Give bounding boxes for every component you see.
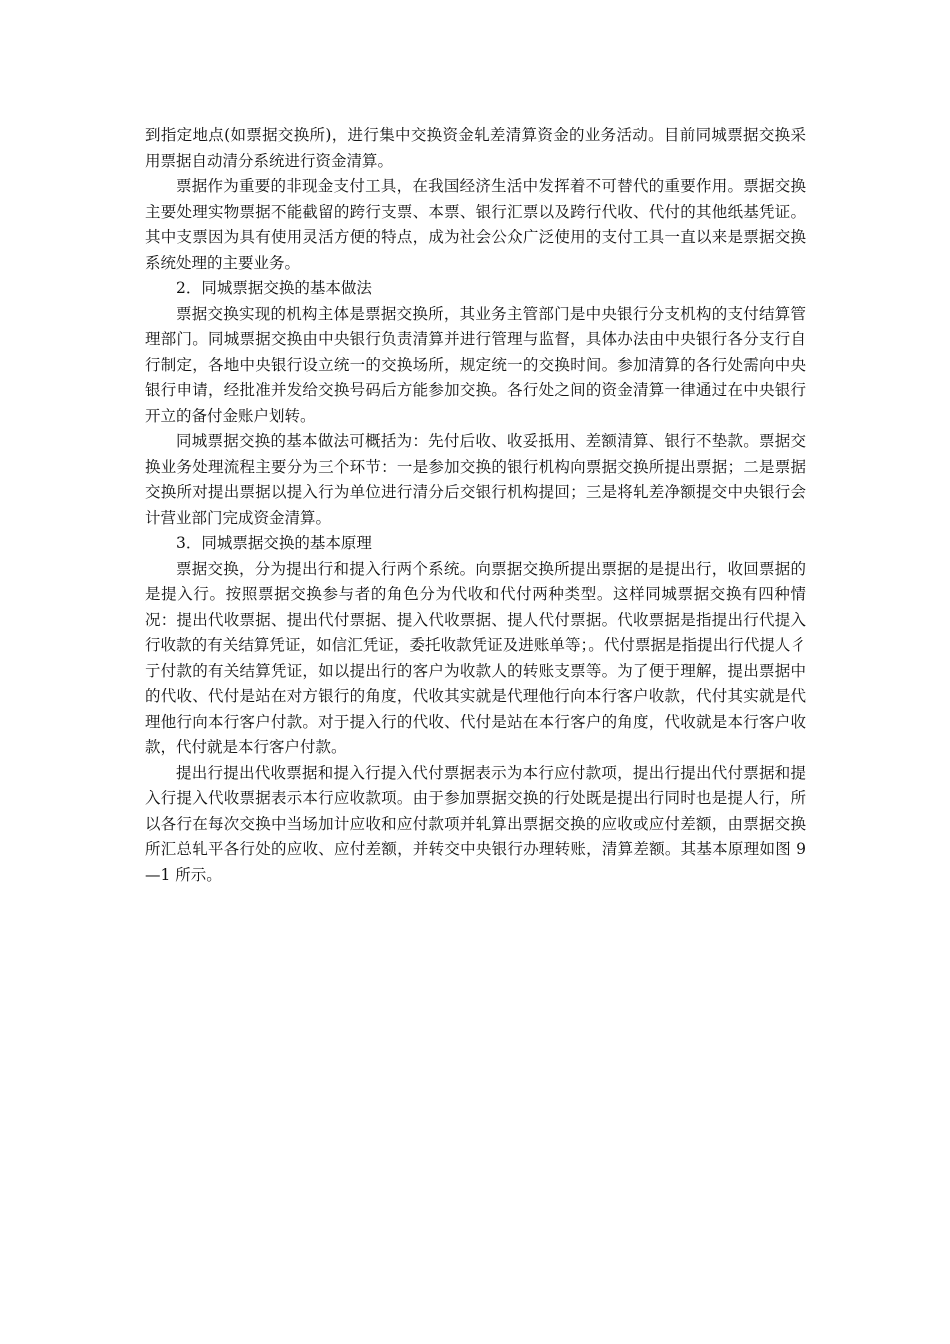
paragraph-continued-intro: 到指定地点(如票据交换所)，进行集中交换资金轧差清算资金的业务活动。目前同城票据交换采用票据自动清分系统进行资金清算。 (145, 126, 806, 170)
paragraph-receivable-payable: 提出行提出代收票据和提入行提入代付票据表示为本行应付款项，提出行提出代付票据和提入行提入代收票据表示本行应收款项。由于参加票据交换的行处既是提出行同时也是提人行，所以各行在每次交换中当场加计应收和应付款项并轧算出票据交换的应收或应付差额，由票据交换所汇总轧平各行处的应收、应付差额，并转交中央银行办理转账，清算差额。其基本原理如图 9—1 所示。 (145, 763, 806, 884)
paragraph-exchange-institution: 票据交换实现的机构主体是票据交换所，其业务主管部门是中央银行分支机构的支付结算管理部门。同城票据交换由中央银行负责清算并进行管理与监督，具体办法由中央银行各分支行自行制定，各地中央银行设立统一的交换场所，规定统一的交换时间。参加清算的各行处需向中央银行申请，经批准并发给交换号码后方能参加交换。各行处之间的资金清算一律通过在中央银行开立的备付金账户划转。 (145, 304, 806, 425)
document-page (145, 123, 806, 888)
section-heading-basic-practice: 2．同城票据交换的基本做法 (176, 279, 372, 297)
paragraph-exchange-roles: 票据交换，分为提出行和提入行两个系统。向票据交换所提出票据的是提出行，收回票据的是提入行。按照票据交换参与者的角色分为代收和代付两种类型。这样同城票据交换有四种情况：提出代收票据、提出代付票据、提入代收票据、提人代付票据。代收票据是指提出行代提入行收款的有关结算凭证，如信汇凭证，委托收款凭证及进账单等；。代付票据是指提出行代提人彳亍付款的有关结算凭证，如以提出行的客户为收款人的转账支票等。为了便于理解，提出票据中的代收、代付是站在对方银行的角度，代收其实就是代理他行向本行客户收款，代付其实就是代理他行向本行客户付款。对于提入行的代收、代付是站在本行客户的角度，代收就是本行客户收款，代付就是本行客户付款。 (145, 559, 806, 756)
paragraph-basic-practice-summary: 同城票据交换的基本做法可概括为：先付后收、收妥抵用、差额清算、银行不垫款。票据交换业务处理流程主要分为三个环节：一是参加交换的银行机构向票据交换所提出票据；二是票据交换所对提出票据以提入行为单位进行清分后交银行机构提回；三是将轧差净额提交中央银行会计营业部门完成资金清算。 (145, 432, 806, 527)
section-heading-basic-principle: 3．同城票据交换的基本原理 (176, 534, 372, 552)
paragraph-bill-role: 票据作为重要的非现金支付工具，在我国经济生活中发挥着不可替代的重要作用。票据交换主要处理实物票据不能截留的跨行支票、本票、银行汇票以及跨行代收、代付的其他纸基凭证。其中支票因为具有使用灵活方便的特点，成为社会公众广泛使用的支付工具一直以来是票据交换系统处理的主要业务。 (145, 177, 806, 272)
